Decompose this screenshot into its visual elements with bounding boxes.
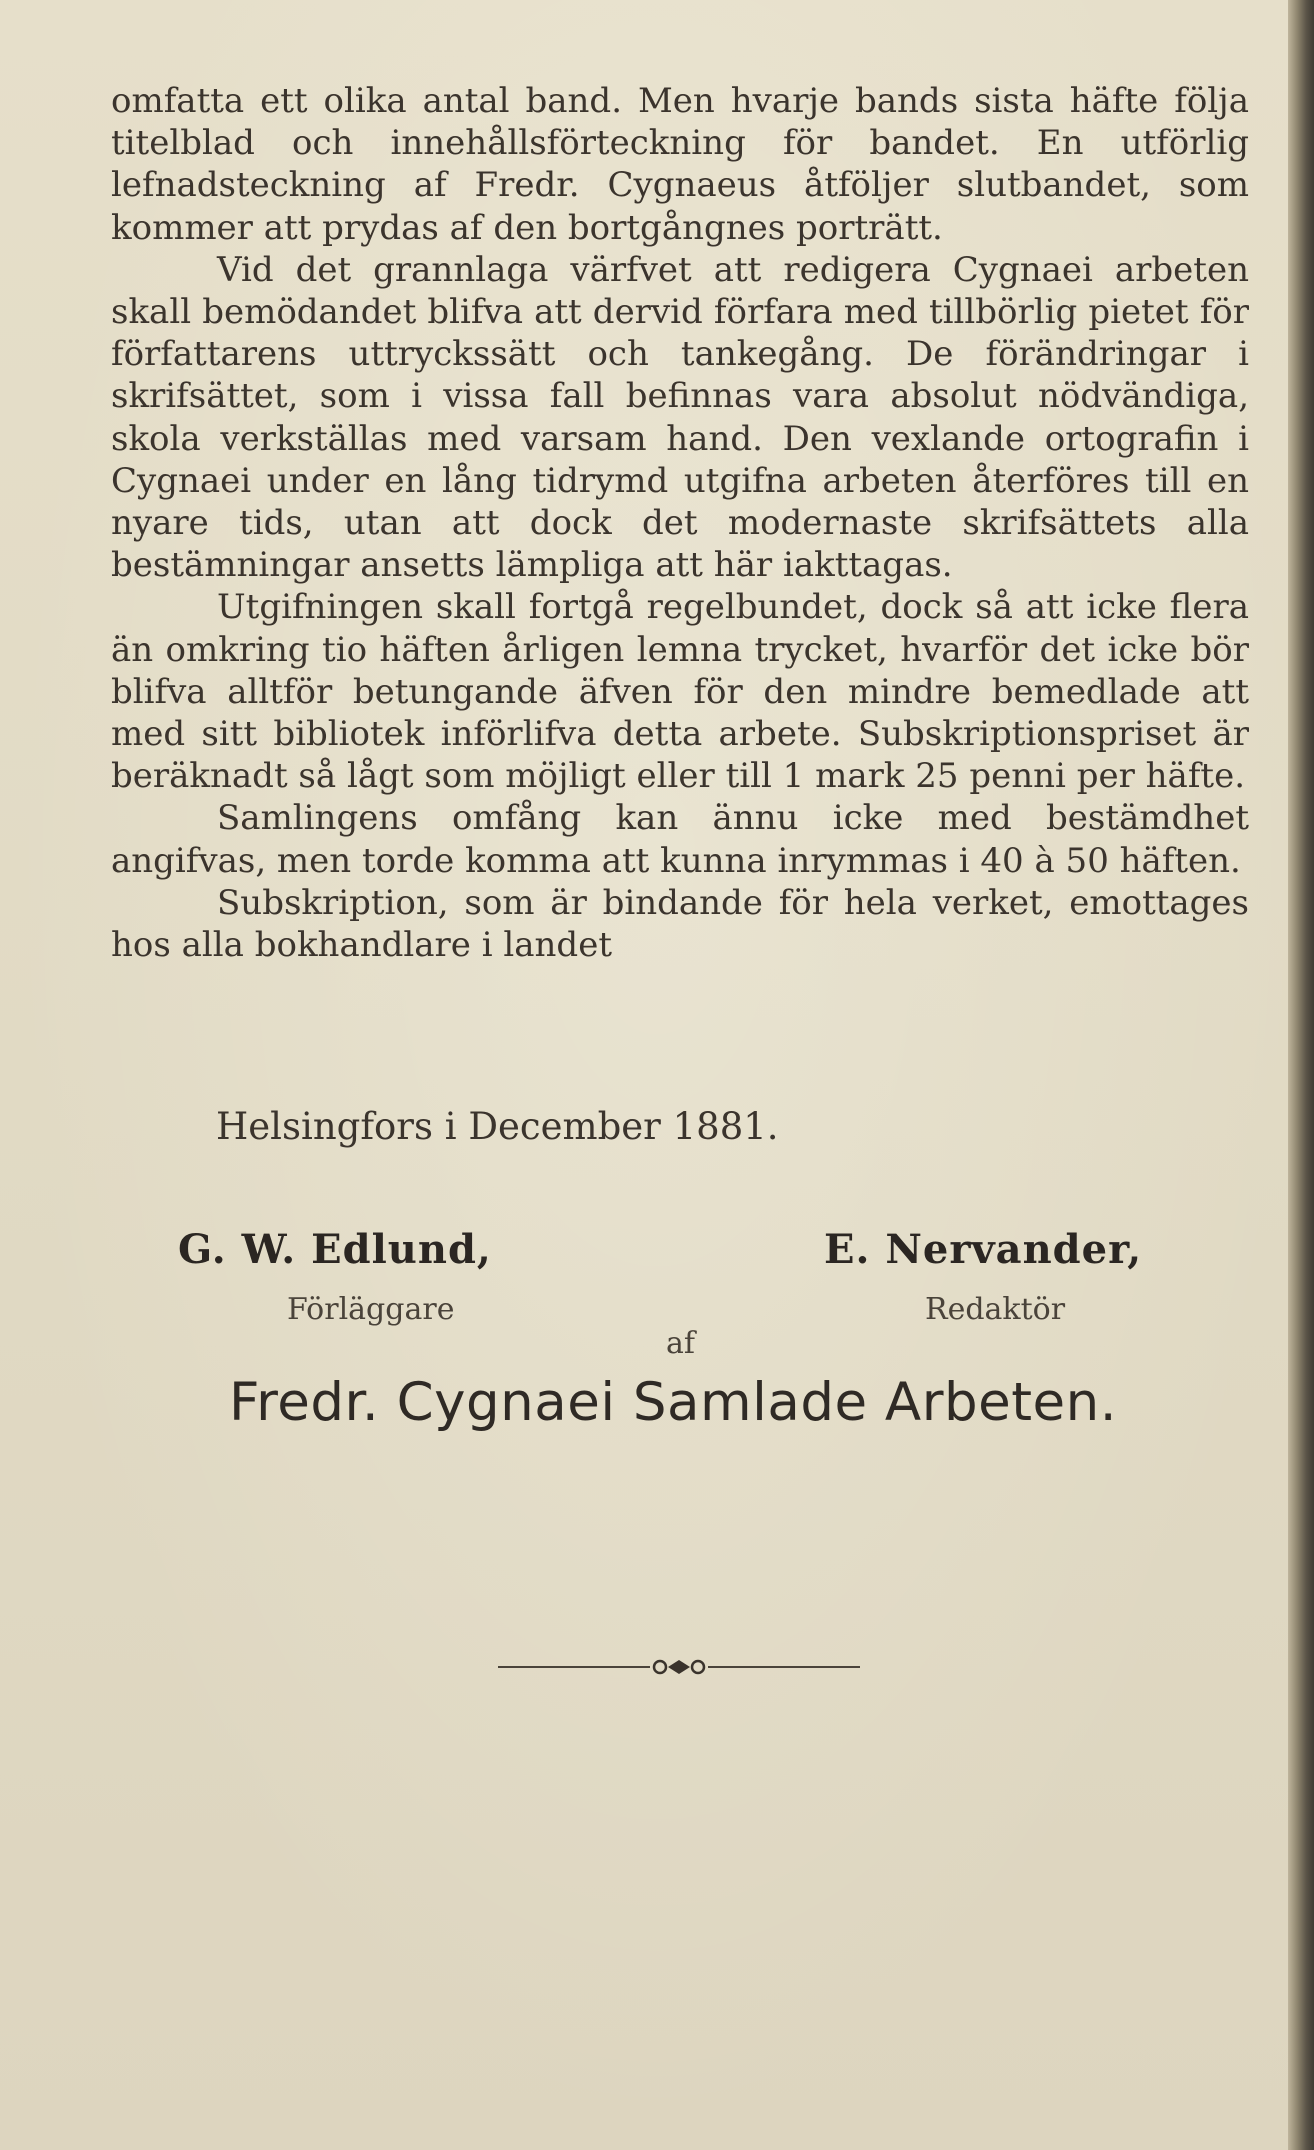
body-text bbox=[111, 80, 1249, 966]
editor-role: Redaktör bbox=[925, 1292, 1066, 1327]
paragraph: Vid det grannlaga värfvet att redigera Cygnaei arbeten skall bemödandet blifva att dervid förfara med tillbörlig pietet för författarens uttryckssätt och tankegång. De förändringar i skrifsättet, som i vissa fall befinnas vara absolut nödvändiga, skola verkställas med varsam hand. Den vexlande ortografin i Cygnaei under en lång tidrymd utgifna arbeten återföres till en nyare tids, utan att dock det modernaste skrifsättets alla bestämningar ansetts lämpliga att här iakttagas. bbox=[111, 249, 1249, 586]
paragraph: Samlingens omfång kan ännu icke med bestämdhet angifvas, men torde komma att kunna inrymmas i 40 à 50 häften. bbox=[111, 798, 1249, 881]
book-spine-shadow bbox=[1288, 0, 1314, 2150]
publisher-role: Förläggare bbox=[287, 1292, 455, 1327]
ornament-divider bbox=[498, 1655, 860, 1679]
book-title: Fredr. Cygnaei Samlade Arbeten. bbox=[229, 1372, 1118, 1433]
publisher-name: G. W. Edlund, bbox=[178, 1226, 492, 1273]
paragraph: Utgifningen skall fortgå regelbundet, dock så att icke flera än omkring tio häften årligen lemna trycket, hvarför det icke bör blifva alltför betungande äfven för den mindre bemedlade att med sitt bibliotek införlifva detta arbete. Subskriptionspriset är beräknadt så lågt som möjligt eller till 1 mark 25 penni per häfte. bbox=[111, 587, 1249, 797]
af-label: af bbox=[666, 1326, 695, 1361]
paragraph: omfatta ett olika antal band. Men hvarje bands sista häfte följa titelblad och innehållsförteckning för bandet. En utförlig lefnadsteckning af Fredr. Cygnaeus åtföljer slutbandet, som kommer att prydas af den bortgångnes porträtt. bbox=[111, 81, 1249, 248]
editor-name: E. Nervander, bbox=[824, 1226, 1143, 1273]
paragraph: Subskription, som är bindande för hela verket, emottages hos alla bokhandlare i landet bbox=[111, 882, 1249, 966]
dateline: Helsingfors i December 1881. bbox=[216, 1105, 779, 1148]
